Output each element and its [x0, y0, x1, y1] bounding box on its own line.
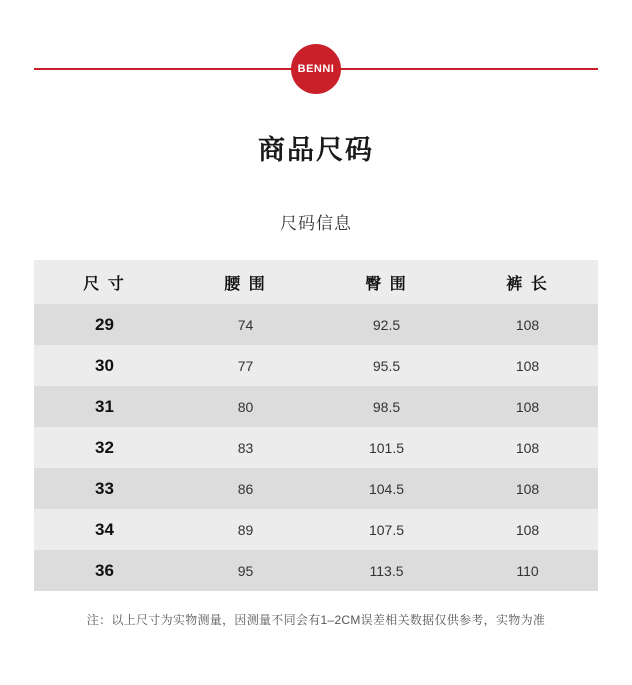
cell-size: 31 [34, 386, 175, 427]
cell-hip: 95.5 [316, 345, 457, 386]
cell-size: 32 [34, 427, 175, 468]
column-header-length: 裤 长 [457, 260, 598, 304]
brand-header [0, 44, 632, 94]
cell-length: 110 [457, 550, 598, 591]
table-header [34, 260, 598, 304]
cell-size: 36 [34, 550, 175, 591]
size-table-container [34, 260, 598, 591]
table-row [34, 550, 598, 591]
cell-hip: 113.5 [316, 550, 457, 591]
column-header-waist: 腰 围 [175, 260, 316, 304]
cell-waist: 89 [175, 509, 316, 550]
table-row [34, 304, 598, 345]
table-row [34, 345, 598, 386]
cell-hip: 98.5 [316, 386, 457, 427]
cell-length: 108 [457, 345, 598, 386]
cell-hip: 107.5 [316, 509, 457, 550]
cell-waist: 83 [175, 427, 316, 468]
cell-length: 108 [457, 427, 598, 468]
table-row [34, 509, 598, 550]
cell-waist: 86 [175, 468, 316, 509]
cell-length: 108 [457, 304, 598, 345]
cell-hip: 101.5 [316, 427, 457, 468]
table-row [34, 427, 598, 468]
column-header-size: 尺 寸 [34, 260, 175, 304]
cell-size: 30 [34, 345, 175, 386]
size-table [34, 260, 598, 591]
cell-length: 108 [457, 468, 598, 509]
section-subtitle: 尺码信息 [280, 214, 352, 233]
cell-hip: 92.5 [316, 304, 457, 345]
table-row [34, 386, 598, 427]
table-body [34, 304, 598, 591]
cell-waist: 77 [175, 345, 316, 386]
size-chart-page [0, 44, 632, 685]
table-header-row [34, 260, 598, 304]
cell-length: 108 [457, 386, 598, 427]
cell-size: 29 [34, 304, 175, 345]
cell-hip: 104.5 [316, 468, 457, 509]
column-header-hip: 臀 围 [316, 260, 457, 304]
cell-waist: 95 [175, 550, 316, 591]
table-row [34, 468, 598, 509]
page-title: 商品尺码 [258, 135, 374, 165]
cell-size: 33 [34, 468, 175, 509]
brand-logo-icon [291, 44, 341, 94]
cell-waist: 80 [175, 386, 316, 427]
brand-logo-text: BENNI [297, 63, 335, 75]
measurement-note: 注：以上尺寸为实物测量，因测量不同会有1–2CM误差相关数据仅供参考，实物为准 [86, 613, 546, 627]
cell-size: 34 [34, 509, 175, 550]
cell-length: 108 [457, 509, 598, 550]
cell-waist: 74 [175, 304, 316, 345]
